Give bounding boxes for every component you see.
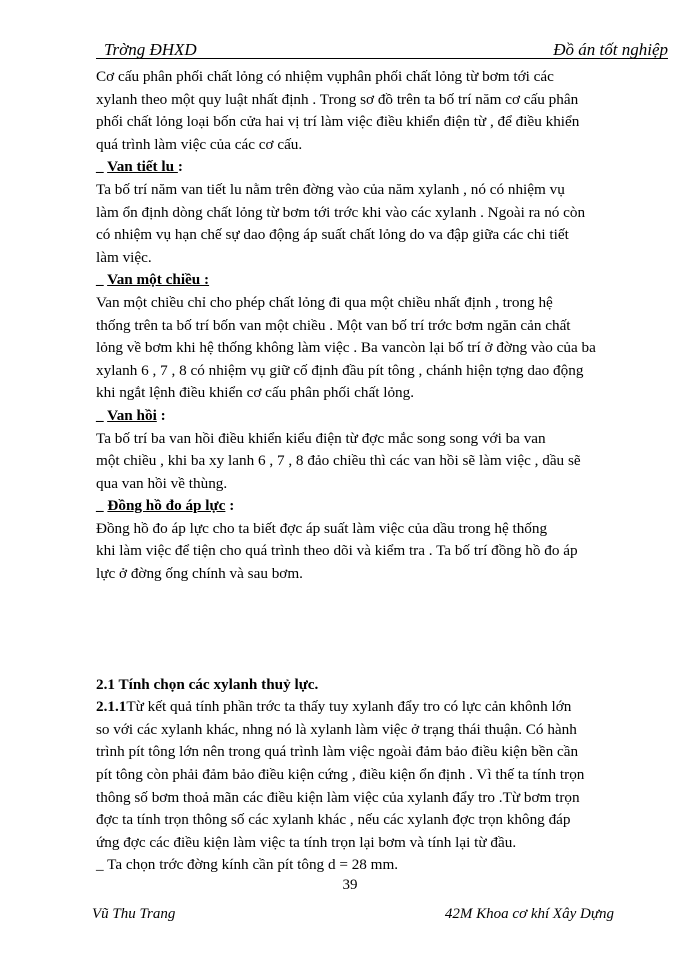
footer-author: Vũ Thu Trang [92,906,176,922]
text-line: làm việc. [96,248,152,266]
intro-paragraph [96,66,626,156]
section-paragraph [96,179,626,269]
text-line: qua van hồi về thùng. [96,474,228,492]
text-line: Ta bố trí năm van tiết lu nằm trên đờng vào của năm xylanh , nó có nhiệm vụ [96,180,565,198]
text-line: _ Ta chọn trớc đờng kính cần pít tông d = 28 mm. [96,856,399,874]
section-2-1-paragraph [96,696,626,877]
text-line: Đồng hồ đo áp lực cho ta biết đợc áp suất làm việc của dầu trong hệ thống [96,519,548,537]
section-2-1-title: 2.1 Tính chọn các xylanh thuỷ lực. [96,675,319,693]
text-line: một chiều , khi ba xy lanh 6 , 7 , 8 đảo chiều thì các van hồi sẽ làm việc , dầu sẽ [96,452,581,470]
text-line: Van một chiều chỉ cho phép chất lỏng đi qua một chiều nhất định , trong hệ [96,293,553,311]
blank-space [96,586,626,674]
section-title: Van tiết lu [107,158,178,176]
section-van-tiet-luu [96,156,626,269]
text-line: khi ngắt lệnh điều khiển cơ cấu phân phối chất lỏng. [96,384,415,402]
text-line: 2.1.1Từ kết quả tính phần trớc ta thấy tuy xylanh đẩy tro có lực cản khônh lớn [96,698,572,716]
text-line: pít tông còn phải đảm bảo điều kiện cứng , điều kiện ổn định . Vì thế ta tính trọn [96,766,585,784]
text-line: thống trên ta bố trí bốn van một chiều . Một van bố trí trớc bơm ngăn cản chất [96,316,571,334]
text-line: phối chất lỏng loại bốn cửa hai vị trí làm việc điều khiển điện từ , để điều khiển [96,113,580,131]
subsection-number: 2.1.1 [96,698,127,716]
section-heading: _ Van tiết lu : [96,158,183,176]
text-line: trình pít tông lớn nên trong quá trình làm việc ngoài đảm bảo điều kiện bền cần [96,743,579,761]
text-line: xylanh theo một quy luật nhất định . Trong sơ đồ trên ta bố trí năm cơ cấu phân [96,90,579,108]
text-line: ứng đợc các điều kiện làm việc ta tính trọn lại bơm và tính lại từ đầu. [96,833,517,851]
section-paragraph [96,292,626,405]
section-heading: _ Van một chiều : [96,271,210,289]
text-line: lỏng về bơm khi hệ thống không làm việc . Ba vancòn lại bố trí ở đờng vào của ba [96,339,596,357]
text-line: lực ở đờng ống chính và sau bơm. [96,565,303,583]
header-school: Trờng ĐHXD [104,40,197,59]
text-line: đợc ta tính trọn thông số các xylanh khác , nếu các xylanh đợc trọn không đáp [96,811,571,829]
header-document-type: Đồ án tốt nghiệp [553,40,668,59]
text-line: khi làm việc để tiện cho quá trình theo dõi và kiểm tra . Ta bố trí đồng hồ đo áp [96,542,578,560]
section-title: Đồng hồ đo áp lực [107,497,226,515]
text-line: quá trình làm việc của các cơ cấu. [96,135,303,153]
text-line: làm ổn định dòng chất lỏng từ bơm tới trớc khi vào các xylanh . Ngoài ra nó còn [96,203,586,221]
section-heading: _ Đồng hồ đo áp lực : [96,497,235,515]
text-line: so với các xylanh khác, nhng nó là xylanh làm việc ở trạng thái thuận. Có hành [96,720,577,738]
text-line: Ta bố trí ba van hồi điều khiển kiểu điện từ đợc mắc song song với ba van [96,429,546,447]
header-rule [96,58,668,59]
section-heading: _ Van hồi : [96,406,166,424]
section-dong-ho-do-ap-luc [96,495,626,585]
section-title: Van một chiều : [107,271,210,289]
text-line: Cơ cấu phân phối chất lỏng có nhiệm vụphân phối chất lỏng từ bơm tới các [96,68,554,85]
footer-department: 42M Khoa cơ khí Xây Dựng [444,906,614,922]
section-title: Van hồi [107,406,157,424]
section-paragraph [96,518,626,586]
text-line: thông số bơm thoả mãn các điều kiện làm việc của xylanh đẩy tro .Từ bơm trọn [96,788,580,806]
page-number: 39 [342,877,358,893]
section-van-mot-chieu [96,269,626,405]
text-line: có nhiệm vụ hạn chế sự dao động áp suất chất lỏng do va đập giữa các chi tiết [96,226,569,244]
section-paragraph [96,428,626,496]
section-2-1 [96,674,626,877]
section-van-hoi [96,405,626,495]
text-line: xylanh 6 , 7 , 8 có nhiệm vụ giữ cố định đầu pít tông , chánh hiện tợng dao động [96,361,584,379]
document-body [96,66,626,877]
